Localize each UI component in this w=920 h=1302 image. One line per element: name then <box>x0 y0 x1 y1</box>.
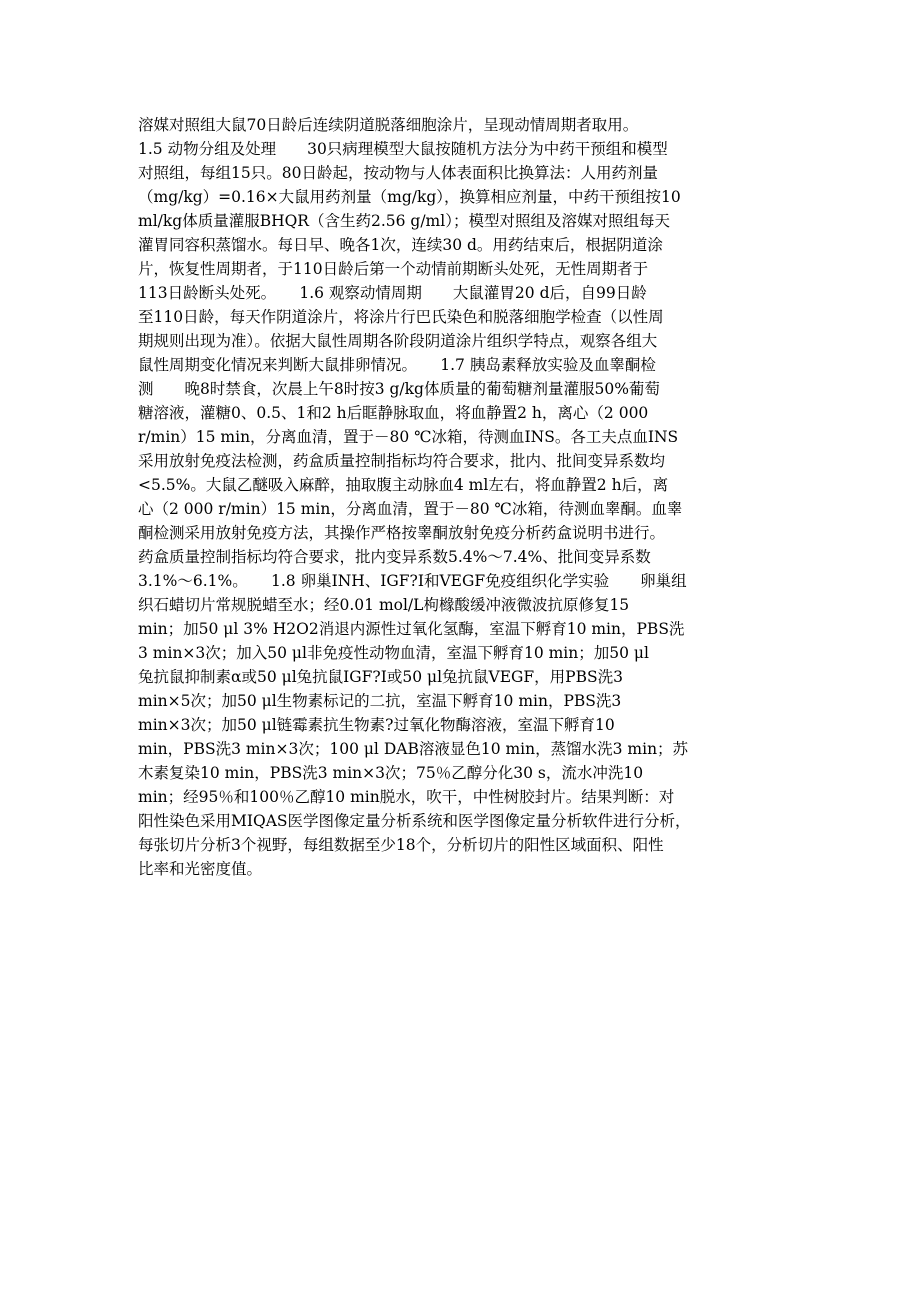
text-line: 心（2 000 r/min）15 min，分离血清，置于－80 ℃冰箱，待测血睾酮。血睾 <box>138 500 683 518</box>
text-line: 测 晚8时禁食，次晨上午8时按3 g/kg体质量的葡萄糖剂量灌服50%葡萄 <box>138 380 660 398</box>
text-line: 兔抗鼠抑制素α或50 μl兔抗鼠IGF?Ⅰ或50 μl兔抗鼠VEGF，用PBS洗3 <box>138 668 623 686</box>
text-line: （mg/kg）=0.16×大鼠用药剂量（mg/kg），换算相应剂量，中药干预组按10 <box>138 188 681 206</box>
text-line: 酮检测采用放射免疫方法，其操作严格按睾酮放射免疫分析药盒说明书进行。 <box>138 524 666 542</box>
text-line: 113日龄断头处死。 1.6 观察动情周期 大鼠灌胃20 d后，自99日龄 <box>138 284 647 302</box>
text-line: 比率和光密度值。 <box>138 860 263 878</box>
text-line: 每张切片分析3个视野，每组数据至少18个，分析切片的阳性区域面积、阳性 <box>138 836 664 854</box>
text-line: min，PBS洗3 min×3次；100 μl DAB溶液显色10 min，蒸馏水洗3 min；苏 <box>138 740 689 758</box>
text-line: min；加50 μl 3% H2O2消退内源性过氧化氢酶，室温下孵育10 min，PBS洗 <box>138 620 685 638</box>
text-line: 阳性染色采用MIQAS医学图像定量分析系统和医学图像定量分析软件进行分析， <box>138 812 691 830</box>
text-line: 1.5 动物分组及处理 30只病理模型大鼠按随机方法分为中药干预组和模型 <box>138 140 668 158</box>
text-line: 3 min×3次；加入50 μl非免疫性动物血清，室温下孵育10 min；加50 μl <box>138 644 649 662</box>
text-line: 采用放射免疫法检测，药盒质量控制指标均符合要求，批内、批间变异系数均 <box>138 452 666 470</box>
text-line: min；经95％和100％乙醇10 min脱水，吹干，中性树胶封片。结果判断：对 <box>138 788 675 806</box>
text-line: 片，恢复性周期者，于110日龄后第一个动情前期断头处死，无性周期者于 <box>138 260 649 278</box>
body-text <box>138 113 783 881</box>
text-line: 糖溶液，灌糖0、0.5、1和2 h后眶静脉取血，将血静置2 h，离心（2 000 <box>138 404 649 422</box>
text-line: 织石蜡切片常规脱蜡至水；经0.01 mol/L枸橼酸缓冲液微波抗原修复15 <box>138 596 630 614</box>
text-line: <5.5%。大鼠乙醚吸入麻醉，抽取腹主动脉血4 ml左右，将血静置2 h后，离 <box>138 476 669 494</box>
text-line: 鼠性周期变化情况来判断大鼠排卵情况。 1.7 胰岛素释放实验及血睾酮检 <box>138 356 656 374</box>
text-line: ml/kg体质量灌服BHQR（含生药2.56 g/ml）；模型对照组及溶媒对照组每天 <box>138 212 670 230</box>
text-line: 至110日龄，每天作阴道涂片，将涂片行巴氏染色和脱落细胞学检查（以性周 <box>138 308 664 326</box>
text-line: min×3次；加50 μl链霉素抗生物素?过氧化物酶溶液，室温下孵育10 <box>138 716 615 734</box>
text-line: 木素复染10 min，PBS洗3 min×3次；75％乙醇分化30 s，流水冲洗10 <box>138 764 644 782</box>
text-line: 药盒质量控制指标均符合要求，批内变异系数5.4%～7.4%、批间变异系数 <box>138 548 651 566</box>
text-line: 3.1%～6.1%。 1.8 卵巢INH、IGF?Ⅰ和VEGF免疫组织化学实验 卵巢组 <box>138 572 687 590</box>
text-line: 溶媒对照组大鼠70日龄后连续阴道脱落细胞涂片，呈现动情周期者取用。 <box>138 116 639 134</box>
text-line: 灌胃同容积蒸馏水。每日早、晚各1次，连续30 d。用药结束后，根据阴道涂 <box>138 236 663 254</box>
text-line: min×5次；加50 μl生物素标记的二抗，室温下孵育10 min，PBS洗3 <box>138 692 622 710</box>
text-line: 期规则出现为准）。依据大鼠性周期各阶段阴道涂片组织学特点，观察各组大 <box>138 332 658 350</box>
text-line: 对照组，每组15只。80日龄起，按动物与人体表面积比换算法：人用药剂量 <box>138 164 658 182</box>
text-line: r/min）15 min，分离血清，置于－80 ℃冰箱，待测血INS。各工夫点血INS <box>138 428 679 446</box>
